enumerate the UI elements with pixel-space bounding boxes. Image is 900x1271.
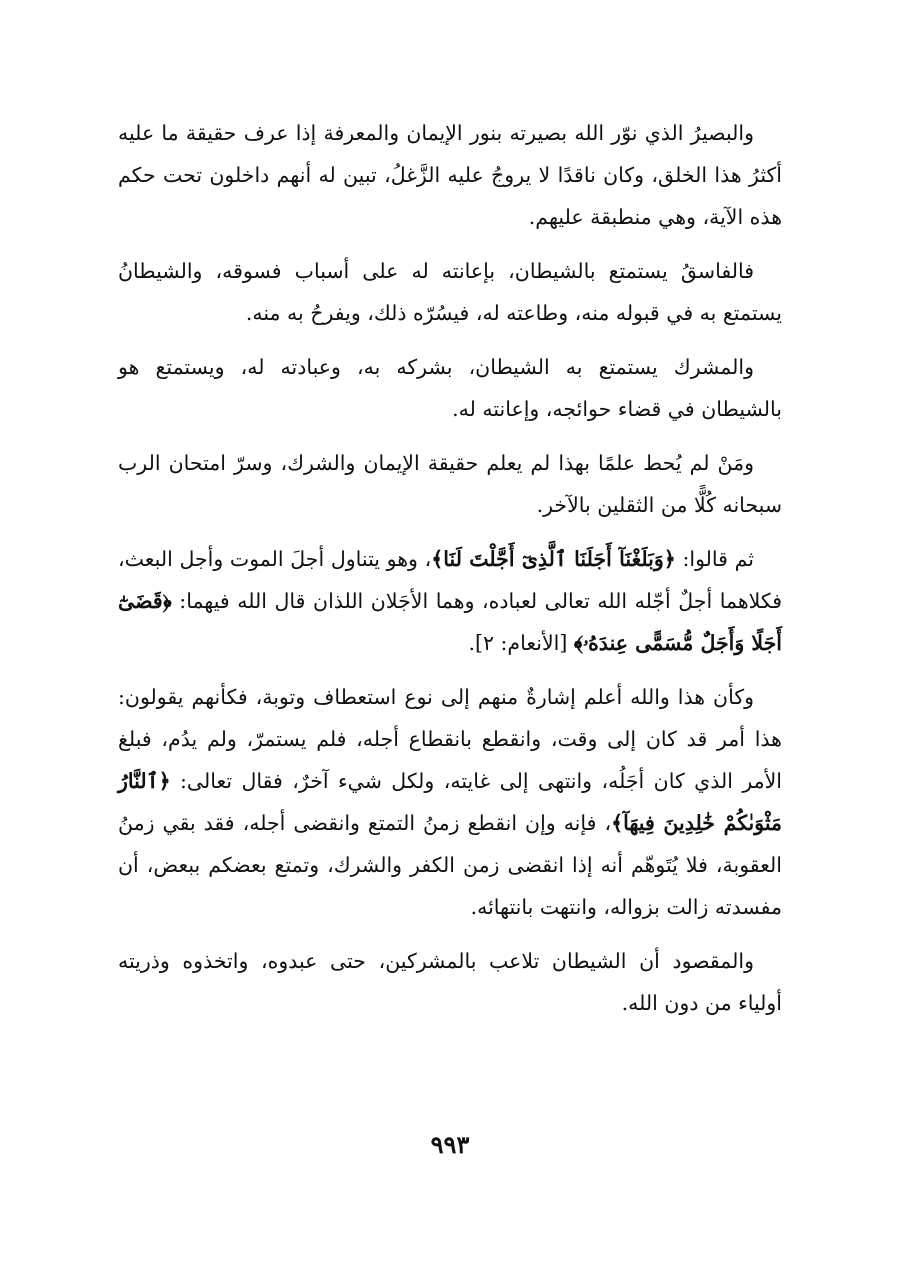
- paragraph-6-intro: وكأن هذا والله أعلم إشارةٌ منهم إلى نوع استعطاف وتوبة، فكأنهم يقولون: هذا أمر قد كان إلى وقت، وانقطع بانقطاع أجله، فلم يستمرّ، ولم يدُم، فبلغ الأمر الذي كان أجَلُه، وانتهى إلى غايته، ولكل شيء آخرٌ، فقال تعالى:: [118, 685, 782, 793]
- paragraph-6-rest: ، فإنه وإن انقطع زمنُ التمتع وانقضى أجله، فقد بقي زمنُ العقوبة، فلا يُتَوهّم أنه إذا انقضى زمن الكفر والشرك، وتمتع بعضكم ببعض، أن مفسدته زالت بزواله، وانتهت بانتهائه.: [118, 811, 782, 919]
- paragraph-7: [118, 940, 782, 1024]
- paragraph-3: [118, 346, 782, 430]
- quran-verse-2: ﴿قَضَىٰٓ أَجَلًا وَأَجَلٌ مُّسَمًّى عِندَهُۥ﴾: [118, 589, 782, 655]
- paragraph-1-text: والبصيرُ الذي نوّر الله بصيرته بنور الإيمان والمعرفة إذا عرف حقيقة ما عليه أكثرُ هذا الخلق، وكان ناقدًا لا يروجُ عليه الزَّغلُ، تبين له أنهم داخلون تحت حكم هذه الآية، وهي منطبقة عليهم.: [118, 121, 782, 229]
- paragraph-4-text: ومَنْ لم يُحط علمًا بهذا لم يعلم حقيقة الإيمان والشرك، وسرّ امتحان الرب سبحانه كُلًّا من الثقلين بالآخر.: [118, 451, 782, 517]
- paragraph-7-text: والمقصود أن الشيطان تلاعب بالمشركين، حتى عبدوه، واتخذوه وذريته أولياء من دون الله.: [118, 949, 782, 1015]
- page-number: ٩٩٣: [430, 1130, 470, 1159]
- paragraph-5-middle: ، وهو يتناول أجلَ الموت وأجل البعث، فكلاهما أجلٌ أجّله الله تعالى لعباده، وهما الأجَلان اللذان قال الله فيهما:: [118, 547, 782, 613]
- paragraph-3-text: والمشرك يستمتع به الشيطان، بشركه به، وعبادته له، ويستمتع هو بالشيطان في قضاء حوائجه، وإعانته له.: [118, 355, 782, 421]
- verse-reference: [الأنعام: ٢].: [468, 631, 574, 655]
- paragraph-5-intro: ثم قالوا:: [675, 547, 755, 571]
- quran-verse-3: ﴿ٱلنَّارُ مَثْوَىٰكُمْ خَٰلِدِينَ فِيهَآ﴾: [118, 769, 782, 835]
- quran-verse-1: ﴿وَبَلَغْنَآ أَجَلَنَا ٱلَّذِىٓ أَجَّلْتَ لَنَا﴾: [431, 547, 676, 571]
- paragraph-2: [118, 250, 782, 334]
- paragraph-1: [118, 112, 782, 238]
- paragraph-4: [118, 442, 782, 526]
- paragraph-5: [118, 538, 782, 664]
- paragraph-6: [118, 676, 782, 928]
- page-body: [118, 112, 782, 1036]
- paragraph-2-text: فالفاسقُ يستمتع بالشيطان، بإعانته له على أسباب فسوقه، والشيطانُ يستمتع به في قبوله منه، وطاعته له، فيسُرّه ذلك، ويفرحُ به منه.: [118, 259, 782, 325]
